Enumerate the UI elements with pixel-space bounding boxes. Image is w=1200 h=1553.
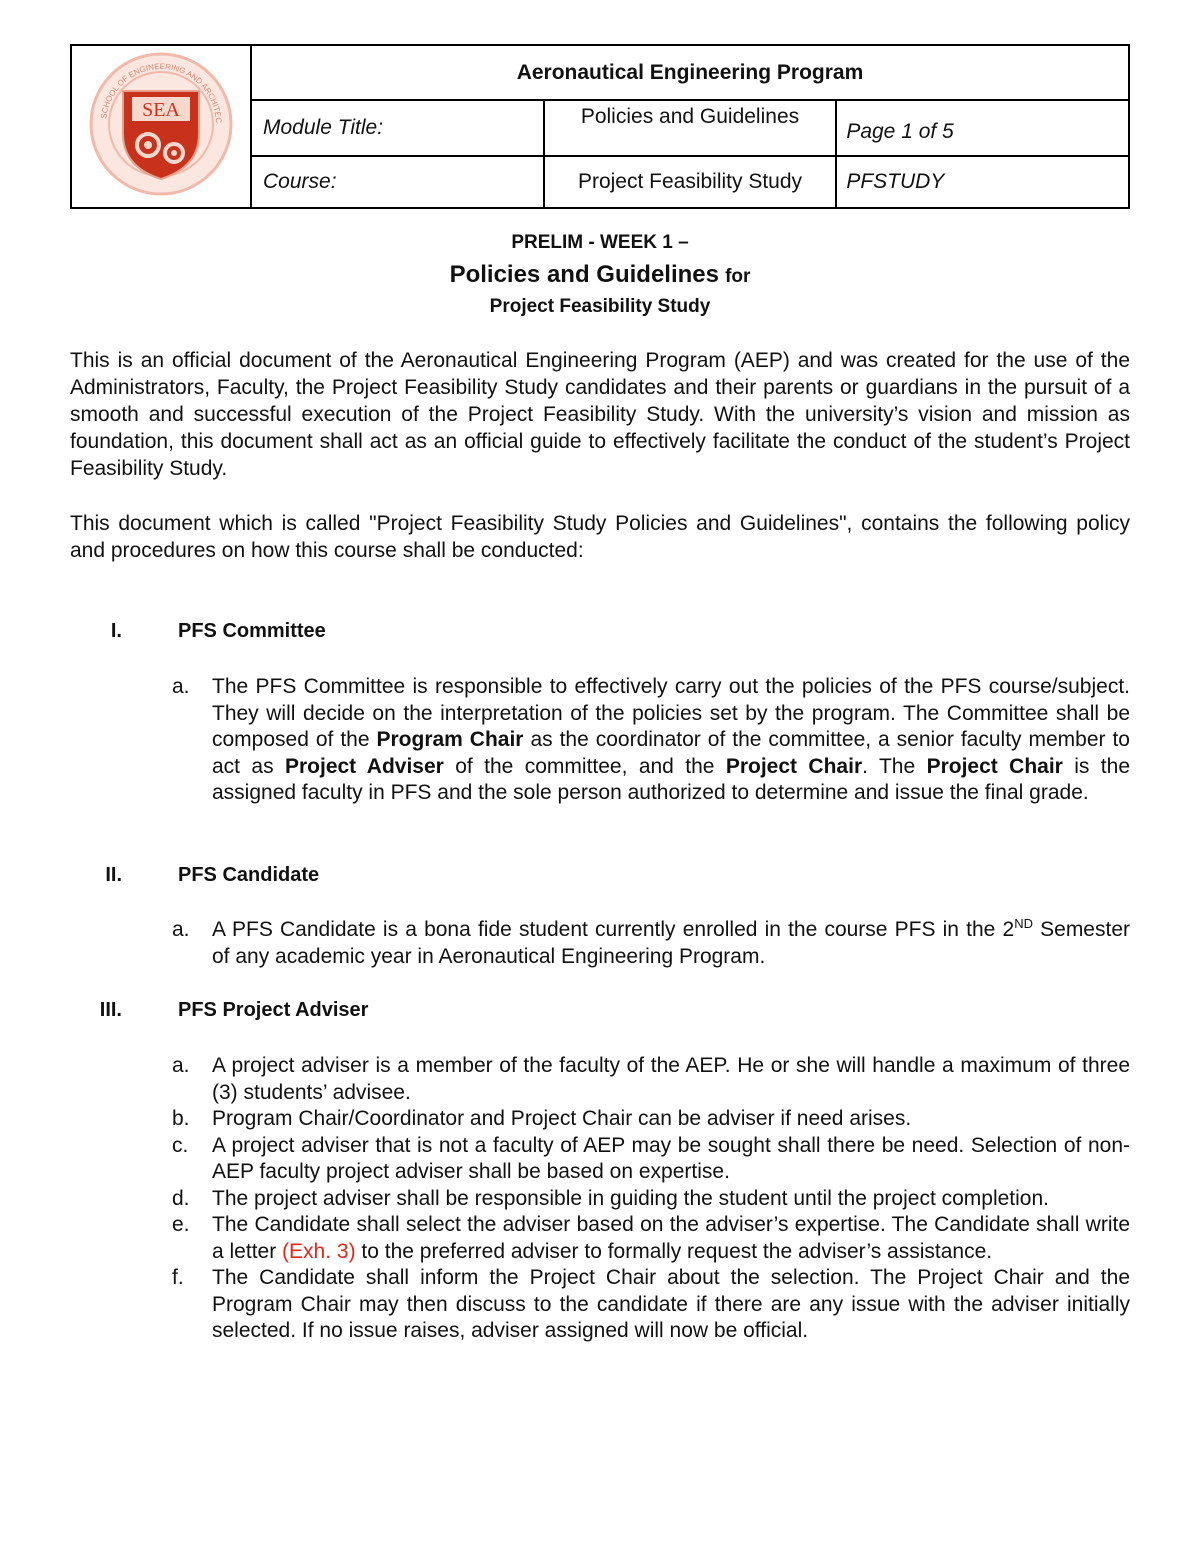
item-text: The project adviser shall be responsible in guiding the student until the project completion. [212,1186,1049,1210]
item-text: of the committee, and the [443,754,726,778]
section-title: PFS Candidate [178,864,320,886]
list-marker: a. [172,918,190,941]
section-number: II. [105,864,122,886]
list-item [172,917,1130,970]
intro-paragraph-2: This document which is called "Project Feasibility Study Policies and Guidelines", contains the following policy and procedures on how this course shall be conducted: [70,512,1130,562]
item-text: A project adviser that is not a faculty of AEP may be sought shall there be need. Selection of non-AEP faculty project adviser shall be based on expertise. [212,1133,1130,1183]
list-item [172,1186,1130,1213]
course-code: PFSTUDY [836,156,1129,208]
list-marker: f. [172,1266,184,1289]
item-text: . The [862,754,927,778]
logo-ring-text: SCHOOL OF ENGINEERING AND ARCHITEC [99,61,224,123]
course-label: Course: [251,156,544,208]
item-bold-text: Program Chair [376,728,524,751]
item-text: The PFS Committee is responsible to effectively carry out the policies of the PFS course/subject. They will decide on the interpretation of the policies set by the program. The Committee shall be composed of the [212,675,1130,751]
exhibit-reference: (Exh. 3) [282,1239,356,1263]
ordinal-superscript: ND [1014,916,1033,931]
document-title [0,261,1200,289]
item-bold-text: Project Chair [725,754,863,778]
document-title-main: Policies and Guidelines [449,261,719,288]
list-item [172,674,1130,807]
page-number: Page 1 of 5 [836,100,1129,156]
document-subtitle: Project Feasibility Study [489,296,711,317]
item-text: A PFS Candidate is a bona fide student currently enrolled in the course PFS in the 2 [212,918,1015,941]
item-text: The Candidate shall inform the Project Chair about the selection. The Project Chair and the Program Chair may then discuss to the candidate if there are any issue with the adviser initially selected. If no issue raises, adviser assigned will now be official. [212,1266,1130,1342]
list-item [172,1265,1130,1345]
course-value: Project Feasibility Study [544,156,837,208]
list-marker: d. [172,1186,190,1210]
list-item [172,1053,1130,1106]
list-marker: e. [172,1213,190,1236]
section-number: III. [99,999,122,1021]
school-seal-logo [86,49,236,199]
item-text: A project adviser is a member of the faculty of the AEP. He or she will handle a maximum of three (3) students’ advisee. [212,1054,1130,1104]
list-marker: a. [172,675,190,698]
logo-seal-text: SEA [142,98,180,121]
item-text: Program Chair/Coordinator and Project Chair can be adviser if need arises. [212,1107,912,1130]
section-title: PFS Committee [178,620,326,642]
intro-paragraph-1: This is an official document of the Aeronautical Engineering Program (AEP) and was created for the use of the Administrators, Faculty, the Project Feasibility Study candidates and their parents or guardians in the pursuit of a smooth and successful execution of the Project Feasibility Study. With the university’s vision and mission as foundation, this document shall act as an official guide to effectively facilitate the conduct of the student’s Project Feasibility Study. [70,349,1130,480]
committee-list [172,674,1130,807]
list-item [172,1212,1130,1265]
item-text: to the preferred adviser to formally request the adviser’s assistance. [355,1239,993,1263]
item-bold-text: Project Chair [926,754,1063,778]
list-marker: b. [172,1107,190,1130]
document-title-for: for [725,266,751,287]
section-title: PFS Project Adviser [178,999,369,1021]
program-name: Aeronautical Engineering Program [251,45,1129,100]
section-number: I. [110,620,122,642]
list-item [172,1133,1130,1186]
logo-cell [71,45,251,208]
item-text: Semester of any academic year in Aeronautical Engineering Program. [212,918,1130,968]
week-heading: PRELIM - WEEK 1 – [511,232,689,253]
module-title-label: Module Title: [251,100,544,156]
list-marker: c. [172,1133,189,1157]
candidate-list [172,917,1130,970]
item-text: is the assigned faculty in PFS and the sole person authorized to determine and issue the final grade. [212,754,1130,804]
item-bold-text: Project Adviser [284,754,444,778]
module-title-value: Policies and Guidelines [544,100,837,156]
document-header-table [70,44,1130,209]
item-text: as the coordinator of the committee, a senior faculty member to act as [212,728,1130,778]
list-item [172,1106,1130,1133]
list-marker: a. [172,1054,190,1077]
adviser-list [172,1053,1130,1345]
item-text: The Candidate shall select the adviser based on the adviser’s expertise. The Candidate shall write a letter [212,1213,1130,1263]
